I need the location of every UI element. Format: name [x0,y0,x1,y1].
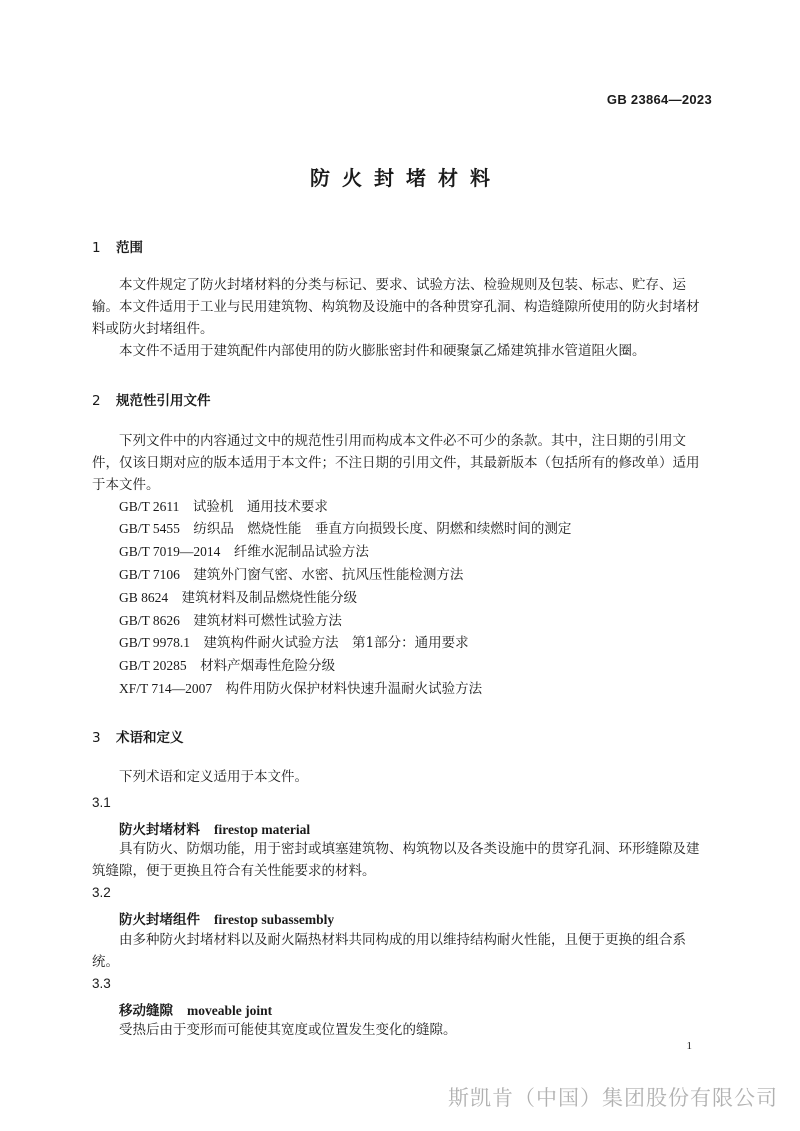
terms-intro: 下列术语和定义适用于本文件。 [119,769,308,785]
reference-item [119,632,469,654]
section-heading-terms [92,726,184,746]
reference-item [119,564,463,586]
reference-title: 纤维水泥制品试验方法 [233,544,369,560]
section-title: 规范性引用文件 [116,393,211,409]
section-number: 1 [92,240,101,256]
term-zh: 防火封堵组件 [119,912,200,928]
references-intro: 下列文件中的内容通过文中的规范性引用而构成本文件必不可少的条款。其中，注日期的引用文件，仅该日期对应的版本适用于本文件；不注日期的引用文件，其最新版本（包括所有的修改单）适用于本文件。 [92,433,700,493]
reference-item [119,518,571,540]
reference-code: GB 8624 [119,590,169,605]
term-en: firestop material [214,822,311,837]
reference-code: GB/T 7106 [119,567,180,582]
reference-title: 试验机 通用技术要求 [192,499,328,515]
reference-item [119,587,357,609]
reference-item [119,541,369,563]
page-number: 1 [686,1040,692,1052]
section-number: 3 [92,730,101,746]
term-definition: 由多种防火封堵材料以及耐火隔热材料共同构成的用以维持结构耐火性能，且便于更换的组合系统。 [92,932,686,970]
reference-item [119,678,482,700]
clause-number: 3.3 [92,976,111,991]
reference-item [119,496,328,518]
reference-code: XF/T 714—2007 [119,681,213,696]
term-heading [119,999,272,1019]
term-en: firestop subassembly [214,912,335,927]
term-heading [119,908,334,928]
clause-number: 3.1 [92,795,111,810]
term-zh: 移动缝隙 [119,1003,173,1019]
term-en: moveable joint [187,1003,273,1018]
document-title: 防火封堵材料 [310,166,502,190]
reference-code: GB/T 20285 [119,658,187,673]
company-watermark: 斯凯肯（中国）集团股份有限公司 [448,1086,778,1110]
reference-title: 建筑外门窗气密、水密、抗风压性能检测方法 [193,567,464,583]
reference-code: GB/T 8626 [119,613,180,628]
term-zh: 防火封堵材料 [119,822,200,838]
reference-title: 纺织品 燃烧性能 垂直方向损毁长度、阴燃和续燃时间的测定 [193,521,572,537]
reference-title: 材料产烟毒性危险分级 [200,658,336,674]
reference-title: 建筑构件耐火试验方法 第1部分：通用要求 [203,635,469,651]
section-title: 范围 [116,240,143,256]
reference-title: 建筑材料及制品燃烧性能分级 [181,590,358,606]
section-heading-scope [92,236,143,256]
reference-item [119,610,342,632]
section-title: 术语和定义 [116,730,184,746]
term-heading [119,818,310,838]
reference-code: GB/T 5455 [119,521,180,536]
term-definition: 受热后由于变形而可能使其宽度或位置发生变化的缝隙。 [119,1022,457,1038]
reference-code: GB/T 7019—2014 [119,544,221,559]
section-number: 2 [92,393,101,409]
reference-code: GB/T 2611 [119,499,180,514]
scope-paragraph-3: 本文件不适用于建筑配件内部使用的防火膨胀密封件和硬聚氯乙烯建筑排水管道阻火圈。 [119,343,646,359]
reference-item [119,655,335,677]
scope-paragraph-1: 本文件规定了防火封堵材料的分类与标记、要求、试验方法、检验规则及包装、标志、贮存、运输。 [92,277,686,315]
clause-number: 3.2 [92,885,111,900]
reference-title: 建筑材料可燃性试验方法 [193,613,342,629]
reference-title: 构件用防火保护材料快速升温耐火试验方法 [225,681,483,697]
section-heading-normative-references [92,389,211,409]
reference-code: GB/T 9978.1 [119,635,191,650]
scope-paragraph-2: 本文件适用于工业与民用建筑物、构筑物及设施中的各种贯穿孔洞、构造缝隙所使用的防火封堵材料或防火封堵组件。 [92,299,700,337]
standard-number: GB 23864—2023 [606,92,712,107]
term-definition: 具有防火、防烟功能，用于密封或填塞建筑物、构筑物以及各类设施中的贯穿孔洞、环形缝隙及建筑缝隙，便于更换且符合有关性能要求的材料。 [92,841,700,879]
